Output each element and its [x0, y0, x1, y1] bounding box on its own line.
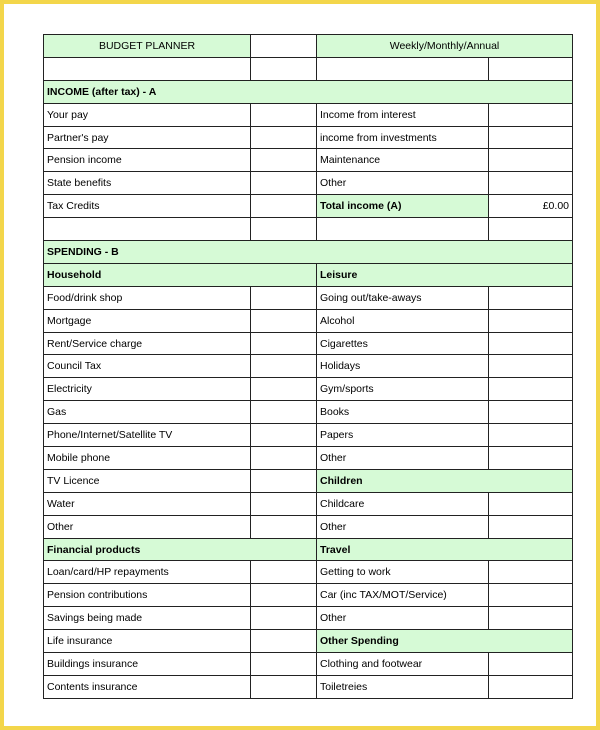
category-heading: Travel	[317, 538, 573, 561]
spending-label: Council Tax	[44, 355, 251, 378]
spending-row	[44, 675, 573, 698]
spending-label: Electricity	[44, 378, 251, 401]
spending-label: Getting to work	[317, 561, 489, 584]
spending-label: Loan/card/HP repayments	[44, 561, 251, 584]
title-cell: BUDGET PLANNER	[44, 35, 251, 58]
spending-value-cell[interactable]	[489, 424, 573, 447]
blank-cell[interactable]	[317, 57, 489, 80]
spending-label: TV Licence	[44, 469, 251, 492]
total-income-value: £0.00	[489, 195, 573, 218]
income-section-row	[44, 80, 573, 103]
income-label: Maintenance	[317, 149, 489, 172]
spending-row	[44, 630, 573, 653]
spending-label: Buildings insurance	[44, 653, 251, 676]
income-row	[44, 149, 573, 172]
spending-row	[44, 286, 573, 309]
spending-row	[44, 607, 573, 630]
spending-value-cell[interactable]	[489, 286, 573, 309]
spending-row	[44, 561, 573, 584]
spending-label: Childcare	[317, 492, 489, 515]
income-value-cell[interactable]	[251, 195, 317, 218]
spending-row	[44, 355, 573, 378]
category-heading: Other Spending	[317, 630, 573, 653]
spending-label: Books	[317, 401, 489, 424]
spending-row	[44, 538, 573, 561]
spending-row	[44, 332, 573, 355]
spending-row	[44, 653, 573, 676]
spending-label: Gym/sports	[317, 378, 489, 401]
spending-value-cell[interactable]	[251, 309, 317, 332]
spending-label: Mobile phone	[44, 447, 251, 470]
spending-value-cell[interactable]	[489, 584, 573, 607]
income-row	[44, 103, 573, 126]
spending-label: Pension contributions	[44, 584, 251, 607]
spending-label: Gas	[44, 401, 251, 424]
spending-value-cell[interactable]	[489, 607, 573, 630]
spending-label: Toiletreies	[317, 675, 489, 698]
blank-cell[interactable]	[489, 218, 573, 241]
spending-value-cell[interactable]	[251, 332, 317, 355]
income-label: Partner's pay	[44, 126, 251, 149]
income-value-cell[interactable]	[251, 103, 317, 126]
spending-label: Life insurance	[44, 630, 251, 653]
spending-label: Water	[44, 492, 251, 515]
spending-row	[44, 309, 573, 332]
spending-section-row	[44, 241, 573, 264]
category-heading: Leisure	[317, 263, 573, 286]
spending-value-cell[interactable]	[251, 561, 317, 584]
spending-value-cell[interactable]	[251, 515, 317, 538]
spending-label: Other	[44, 515, 251, 538]
income-value-cell[interactable]	[489, 149, 573, 172]
spending-value-cell[interactable]	[489, 309, 573, 332]
spending-row	[44, 584, 573, 607]
income-value-cell[interactable]	[489, 126, 573, 149]
spending-value-cell[interactable]	[489, 355, 573, 378]
blank-cell[interactable]	[251, 57, 317, 80]
blank-cell[interactable]	[44, 218, 251, 241]
income-row	[44, 195, 573, 218]
spending-label: Other	[317, 607, 489, 630]
income-label: Pension income	[44, 149, 251, 172]
income-value-cell[interactable]	[251, 172, 317, 195]
spending-value-cell[interactable]	[489, 675, 573, 698]
blank-cell[interactable]	[489, 57, 573, 80]
spending-value-cell[interactable]	[251, 469, 317, 492]
spending-value-cell[interactable]	[251, 401, 317, 424]
income-row	[44, 126, 573, 149]
spending-row	[44, 401, 573, 424]
spending-value-cell[interactable]	[251, 492, 317, 515]
income-value-cell[interactable]	[489, 172, 573, 195]
blank-cell[interactable]	[251, 218, 317, 241]
spending-value-cell[interactable]	[251, 584, 317, 607]
spending-row	[44, 492, 573, 515]
spending-label: Rent/Service charge	[44, 332, 251, 355]
spending-value-cell[interactable]	[251, 286, 317, 309]
spending-label: Cigarettes	[317, 332, 489, 355]
spending-label: Car (inc TAX/MOT/Service)	[317, 584, 489, 607]
spending-value-cell[interactable]	[251, 653, 317, 676]
spending-row	[44, 469, 573, 492]
income-value-cell[interactable]	[251, 126, 317, 149]
header-row	[44, 35, 573, 58]
spending-value-cell[interactable]	[251, 424, 317, 447]
spending-label: Going out/take-aways	[317, 286, 489, 309]
spending-value-cell[interactable]	[489, 653, 573, 676]
spending-row	[44, 515, 573, 538]
spending-row	[44, 424, 573, 447]
spending-value-cell[interactable]	[489, 401, 573, 424]
spending-value-cell[interactable]	[489, 561, 573, 584]
blank-row	[44, 57, 573, 80]
total-income-label: Total income (A)	[317, 195, 489, 218]
blank-cell[interactable]	[317, 218, 489, 241]
spending-value-cell[interactable]	[251, 355, 317, 378]
spending-label: Clothing and footwear	[317, 653, 489, 676]
spending-label: Food/drink shop	[44, 286, 251, 309]
category-heading: Children	[317, 469, 573, 492]
spending-value-cell[interactable]	[251, 607, 317, 630]
spending-value-cell[interactable]	[489, 332, 573, 355]
income-label: Income from interest	[317, 103, 489, 126]
category-heading: Household	[44, 263, 317, 286]
spending-label: Mortgage	[44, 309, 251, 332]
income-label: Other	[317, 172, 489, 195]
title-value-cell[interactable]	[251, 35, 317, 58]
income-row	[44, 172, 573, 195]
budget-planner-table	[43, 34, 573, 699]
income-label: State benefits	[44, 172, 251, 195]
blank-cell[interactable]	[44, 57, 251, 80]
income-label: income from investments	[317, 126, 489, 149]
spending-value-cell[interactable]	[489, 378, 573, 401]
spending-label: Holidays	[317, 355, 489, 378]
spending-value-cell[interactable]	[489, 447, 573, 470]
income-value-cell[interactable]	[251, 149, 317, 172]
period-cell: Weekly/Monthly/Annual	[317, 35, 573, 58]
category-heading: Financial products	[44, 538, 317, 561]
budget-planner-sheet	[4, 4, 596, 726]
spending-value-cell[interactable]	[251, 630, 317, 653]
spending-value-cell[interactable]	[489, 515, 573, 538]
spending-value-cell[interactable]	[251, 675, 317, 698]
spending-value-cell[interactable]	[251, 447, 317, 470]
income-value-cell[interactable]	[489, 103, 573, 126]
spending-row	[44, 447, 573, 470]
income-label: Tax Credits	[44, 195, 251, 218]
spending-row	[44, 378, 573, 401]
spending-label: Alcohol	[317, 309, 489, 332]
spending-section-title: SPENDING - B	[44, 241, 573, 264]
spending-label: Papers	[317, 424, 489, 447]
income-section-title: INCOME (after tax) - A	[44, 80, 573, 103]
spending-label: Other	[317, 447, 489, 470]
spending-label: Other	[317, 515, 489, 538]
spending-label: Savings being made	[44, 607, 251, 630]
blank-row	[44, 218, 573, 241]
spending-value-cell[interactable]	[251, 378, 317, 401]
spending-label: Phone/Internet/Satellite TV	[44, 424, 251, 447]
spending-value-cell[interactable]	[489, 492, 573, 515]
spending-row	[44, 263, 573, 286]
income-label: Your pay	[44, 103, 251, 126]
spending-label: Contents insurance	[44, 675, 251, 698]
